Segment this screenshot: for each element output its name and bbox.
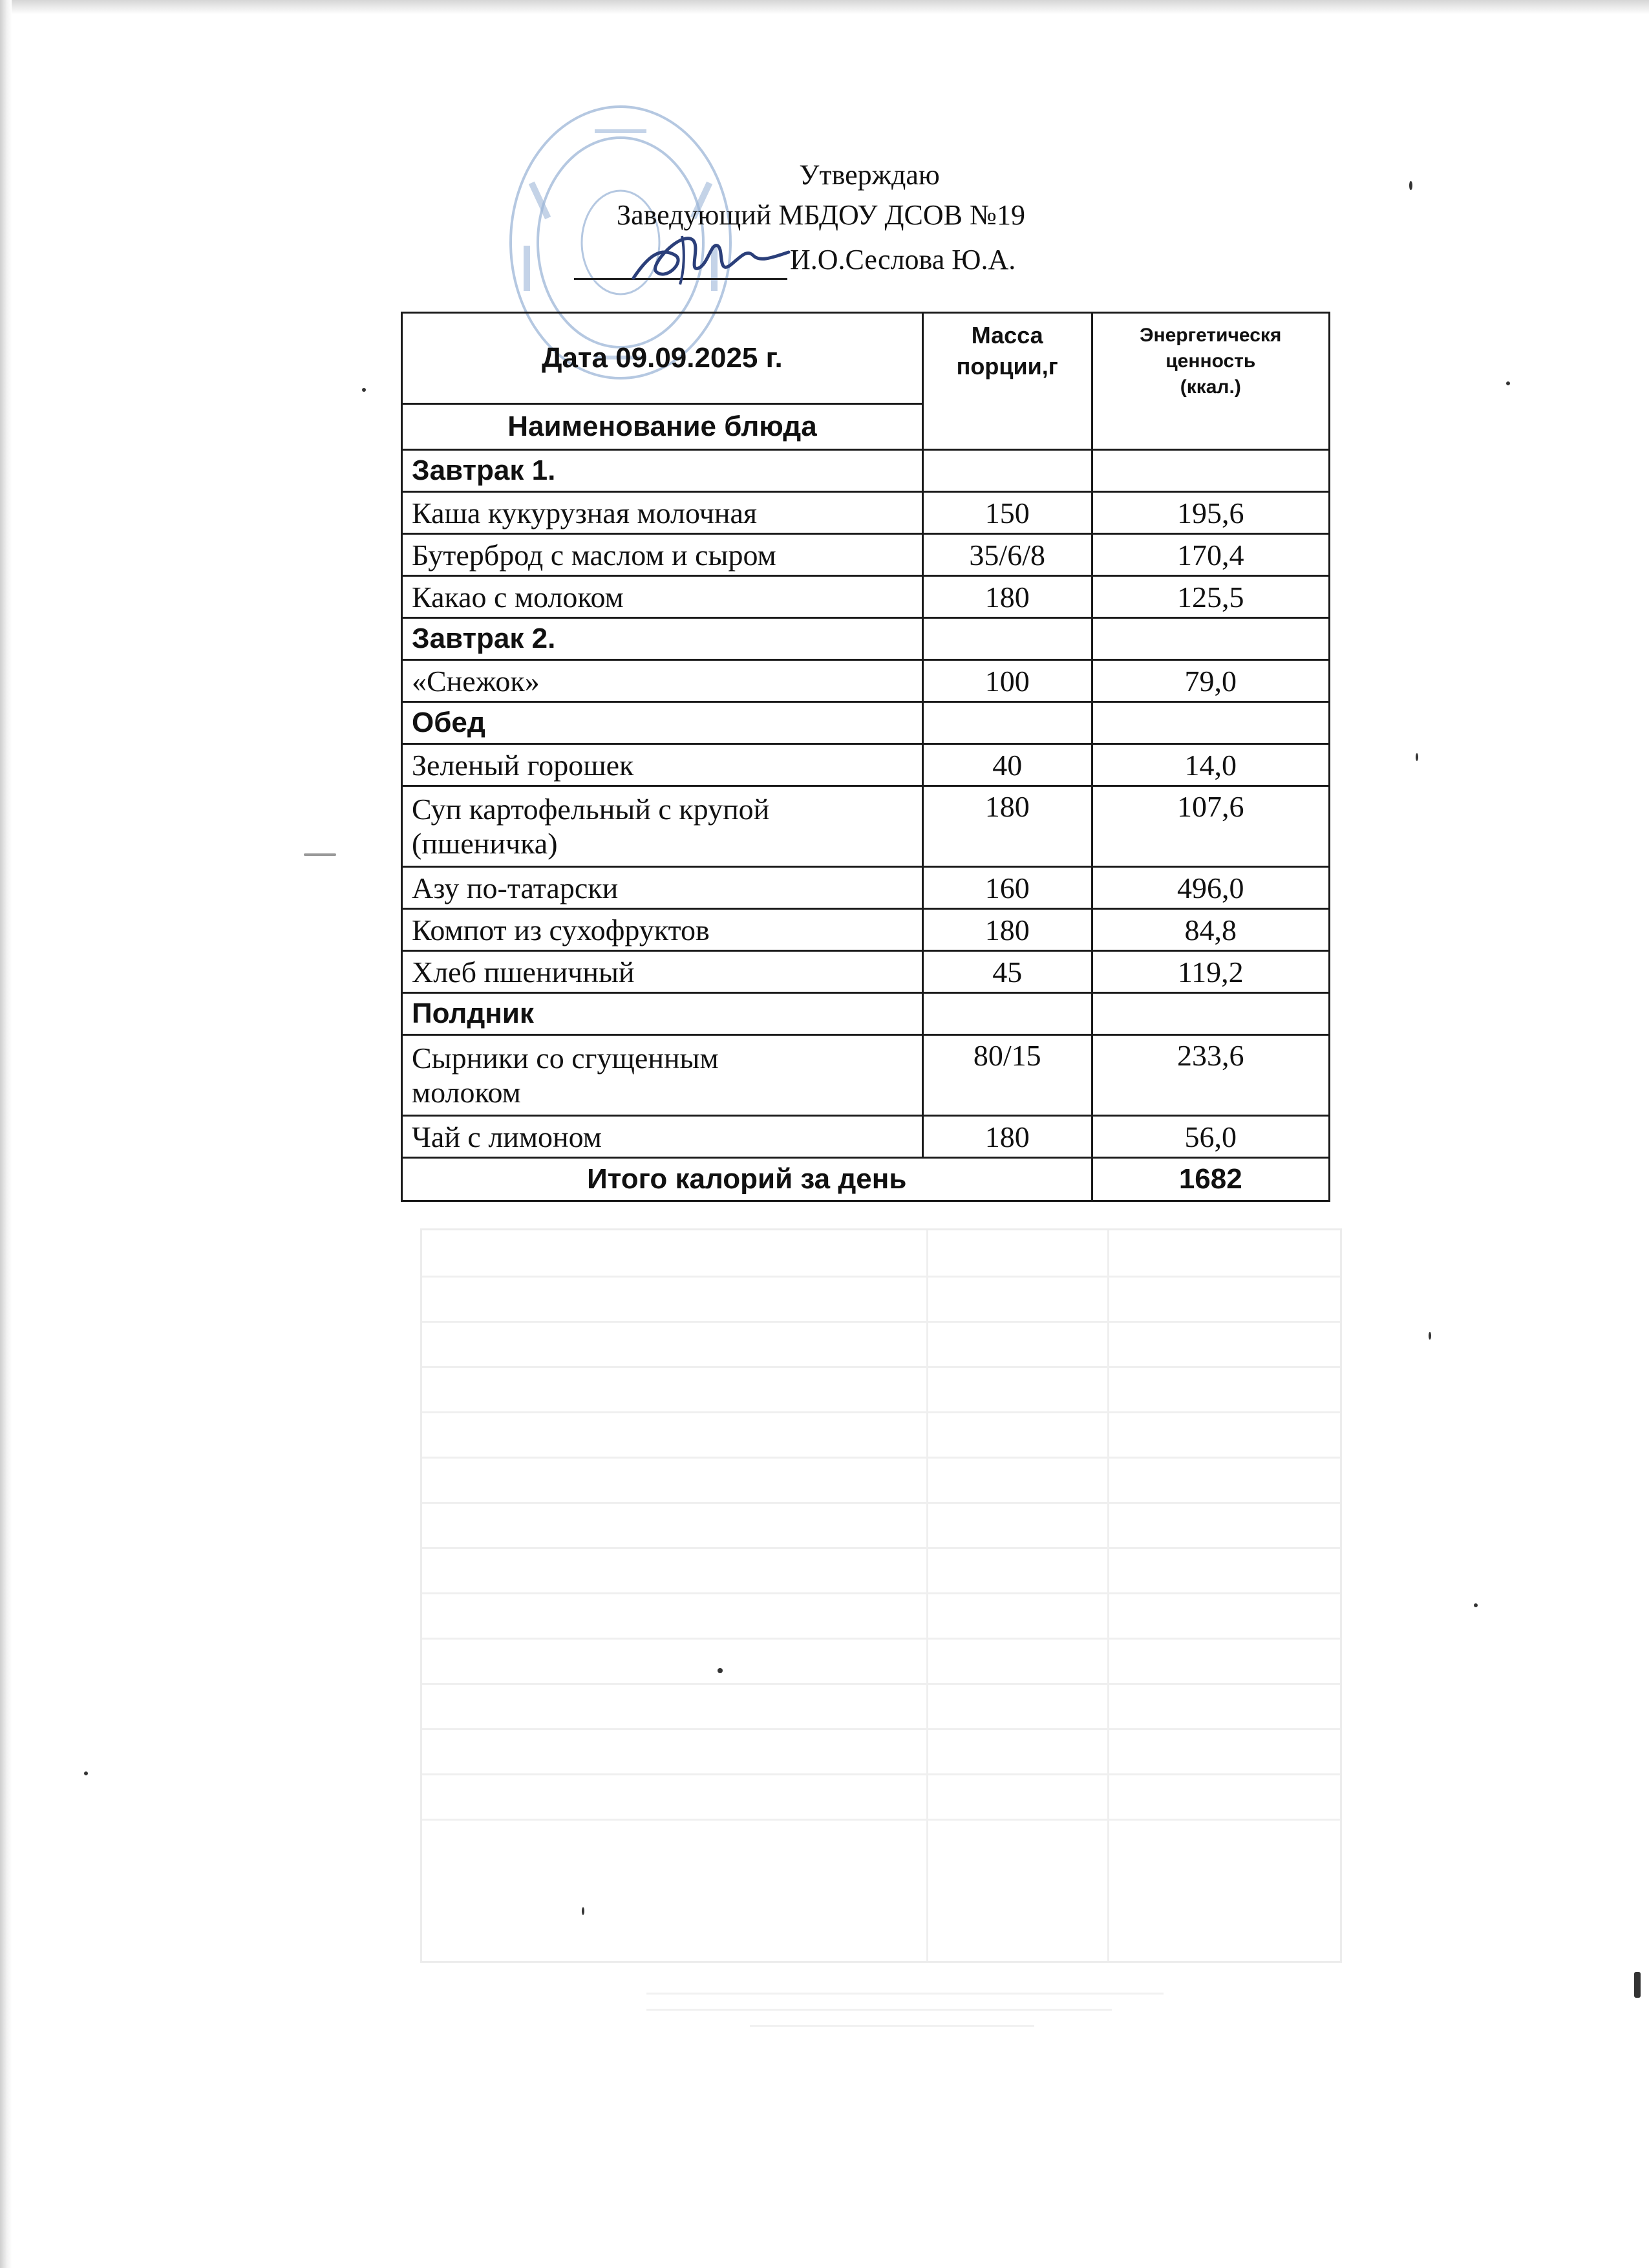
dish-name <box>402 786 923 867</box>
dish-kcal: 107,6 <box>1092 786 1329 867</box>
scan-edge-left <box>0 0 12 2268</box>
scan-speck <box>1429 1332 1431 1340</box>
scan-speck <box>1634 1972 1641 1998</box>
section-row <box>402 618 1330 660</box>
section-title: Завтрак 1. <box>402 450 923 492</box>
dish-mass: 100 <box>922 660 1092 702</box>
handwritten-signature <box>621 220 795 291</box>
mass-header-line2: порции,г <box>956 353 1058 380</box>
scan-speck <box>304 853 336 856</box>
dish-kcal: 56,0 <box>1092 1116 1329 1158</box>
dish-name: Зеленый горошек <box>402 744 923 786</box>
scan-speck <box>362 388 366 392</box>
dish-kcal: 84,8 <box>1092 909 1329 951</box>
menu-table <box>401 312 1330 1202</box>
section-title: Полдник <box>402 993 923 1035</box>
dish-name-line2: молоком <box>412 1076 521 1109</box>
scan-speck <box>1506 381 1510 385</box>
dish-mass: 180 <box>922 1116 1092 1158</box>
energy-header <box>1092 313 1329 450</box>
dish-name-line2: (пшеничка) <box>412 827 558 860</box>
dish-name <box>402 1035 923 1116</box>
table-row <box>402 534 1330 576</box>
mass-header-line1: Масса <box>971 322 1043 348</box>
scan-edge-top <box>0 0 1649 14</box>
dish-kcal: 119,2 <box>1092 951 1329 993</box>
dish-name: Бутерброд с маслом и сыром <box>402 534 923 576</box>
table-row <box>402 660 1330 702</box>
scan-speck <box>84 1771 88 1775</box>
dish-mass: 80/15 <box>922 1035 1092 1116</box>
dish-name-line1: Сырники со сгущенным <box>412 1042 719 1075</box>
table-row <box>402 744 1330 786</box>
section-row <box>402 993 1330 1035</box>
section-row <box>402 450 1330 492</box>
dish-kcal: 233,6 <box>1092 1035 1329 1116</box>
dish-kcal: 79,0 <box>1092 660 1329 702</box>
scan-speck <box>582 1907 584 1915</box>
dish-mass: 180 <box>922 576 1092 618</box>
dish-kcal: 14,0 <box>1092 744 1329 786</box>
table-row <box>402 951 1330 993</box>
total-row <box>402 1158 1330 1201</box>
scan-speck <box>1409 181 1412 190</box>
signatory-name: И.О.Сеслова Ю.А. <box>790 244 1016 275</box>
bleed-through-table <box>420 1228 1342 1963</box>
dish-name: Компот из сухофруктов <box>402 909 923 951</box>
table-row <box>402 492 1330 534</box>
table-row <box>402 867 1330 909</box>
total-value: 1682 <box>1092 1158 1329 1201</box>
date-header: Дата 09.09.2025 г. <box>402 313 923 404</box>
approval-title: Утверждаю <box>799 159 940 191</box>
dish-name: Какао с молоком <box>402 576 923 618</box>
dish-mass: 160 <box>922 867 1092 909</box>
approval-position: Заведующий МБДОУ ДСОВ №19 <box>617 199 1025 231</box>
dish-mass: 180 <box>922 909 1092 951</box>
dish-name: Хлеб пшеничный <box>402 951 923 993</box>
energy-header-line3: (ккал.) <box>1180 376 1241 398</box>
section-title: Обед <box>402 702 923 744</box>
mass-header <box>922 313 1092 450</box>
dish-name: Каша кукурузная молочная <box>402 492 923 534</box>
table-row <box>402 1035 1330 1116</box>
dish-name-line1: Суп картофельный с крупой <box>412 793 770 826</box>
dish-kcal: 496,0 <box>1092 867 1329 909</box>
dish-name: «Снежок» <box>402 660 923 702</box>
dish-mass: 40 <box>922 744 1092 786</box>
scan-speck <box>1416 753 1418 761</box>
scan-speck <box>1474 1603 1478 1607</box>
energy-header-line2: ценность <box>1165 350 1256 372</box>
table-row <box>402 1116 1330 1158</box>
approval-block <box>491 155 1151 235</box>
name-header: Наименование блюда <box>402 404 923 450</box>
dish-name: Азу по-татарски <box>402 867 923 909</box>
section-title: Завтрак 2. <box>402 618 923 660</box>
dish-kcal: 170,4 <box>1092 534 1329 576</box>
scan-speck <box>718 1668 723 1673</box>
dish-kcal: 125,5 <box>1092 576 1329 618</box>
table-row <box>402 786 1330 867</box>
dish-mass: 180 <box>922 786 1092 867</box>
dish-name: Чай с лимоном <box>402 1116 923 1158</box>
section-row <box>402 702 1330 744</box>
dish-mass: 150 <box>922 492 1092 534</box>
total-label: Итого калорий за день <box>402 1158 1092 1201</box>
dish-mass: 45 <box>922 951 1092 993</box>
table-row <box>402 909 1330 951</box>
energy-header-line1: Энергетическя <box>1140 325 1282 346</box>
dish-mass: 35/6/8 <box>922 534 1092 576</box>
table-row <box>402 576 1330 618</box>
bleed-through-text <box>646 1978 1164 2056</box>
dish-kcal: 195,6 <box>1092 492 1329 534</box>
